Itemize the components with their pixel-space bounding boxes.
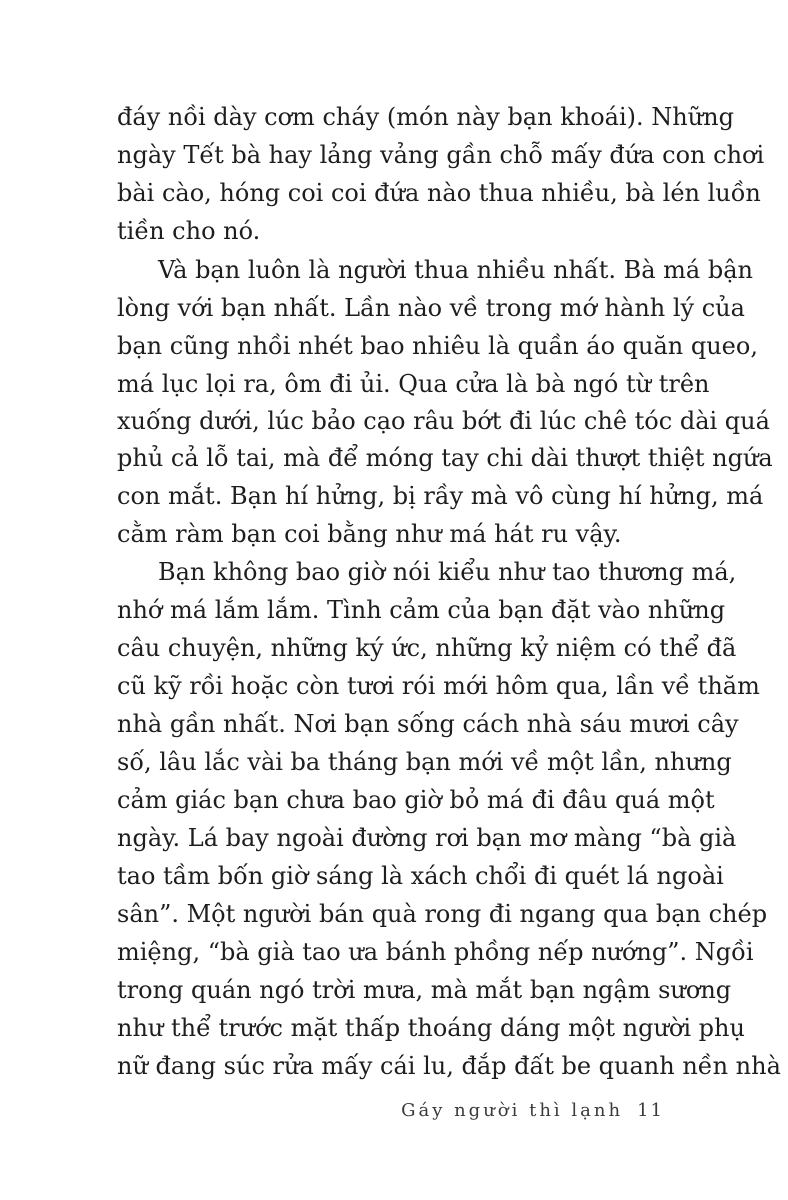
text-line: bạn cũng nhồi nhét bao nhiêu là quần áo quăn queo, <box>117 332 758 360</box>
text-line: trong quán ngó trời mưa, mà mắt bạn ngậm sương <box>117 976 732 1004</box>
text-line: tiền cho nó. <box>117 217 261 245</box>
text-line: phủ cả lỗ tai, mà để móng tay chi dài thượt thiệt ngứa <box>117 444 773 472</box>
text-line: nữ đang súc rửa mấy cái lu, đắp đất be quanh nền nhà <box>117 1052 781 1080</box>
text-line: cảm giác bạn chưa bao giờ bỏ má đi đâu quá một <box>117 786 715 814</box>
running-title: Gáy người thì lạnh <box>401 1100 624 1121</box>
text-line: nhớ má lắm lắm. Tình cảm của bạn đặt vào những <box>117 596 726 624</box>
text-line: cằm ràm bạn coi bằng như má hát ru vậy. <box>117 520 622 548</box>
text-line: má lục lọi ra, ôm đi ủi. Qua cửa là bà ngó từ trên <box>117 370 710 398</box>
text-line: ngày Tết bà hay lảng vảng gần chỗ mấy đứa con chơi <box>117 141 765 169</box>
text-line: miệng, “bà già tao ưa bánh phồng nếp nướng”. Ngồi <box>117 938 754 966</box>
text-line: ngày. Lá bay ngoài đường rơi bạn mơ màng “bà già <box>117 824 737 852</box>
text-line: số, lâu lắc vài ba tháng bạn mới về một lần, nhưng <box>117 748 732 776</box>
text-line: như thể trước mặt thấp thoáng dáng một người phụ <box>117 1014 745 1042</box>
text-line: tao tầm bốn giờ sáng là xách chổi đi quét lá ngoài <box>117 862 724 890</box>
text-line: nhà gần nhất. Nơi bạn sống cách nhà sáu mươi cây <box>117 710 739 738</box>
text-line: lòng với bạn nhất. Lần nào về trong mớ hành lý của <box>117 294 745 322</box>
text-line: đáy nồi dày cơm cháy (món này bạn khoái). Những <box>117 103 734 131</box>
text-line: câu chuyện, những ký ức, những kỷ niệm có thể đã <box>117 634 737 662</box>
text-line: Bạn không bao giờ nói kiểu như tao thương má, <box>158 558 737 586</box>
text-line: Và bạn luôn là người thua nhiều nhất. Bà má bận <box>158 256 753 284</box>
text-line: bài cào, hóng coi coi đứa nào thua nhiều, bà lén luồn <box>117 179 761 207</box>
page-number: 11 <box>637 1100 664 1121</box>
text-line: xuống dưới, lúc bảo cạo râu bớt đi lúc chê tóc dài quá <box>117 407 770 435</box>
text-line: sân”. Một người bán quà rong đi ngang qua bạn chép <box>117 900 768 928</box>
text-line: cũ kỹ rồi hoặc còn tươi rói mới hôm qua, lần về thăm <box>117 672 760 700</box>
text-line: con mắt. Bạn hí hửng, bị rầy mà vô cùng hí hửng, má <box>117 482 764 510</box>
page-footer <box>401 1100 664 1121</box>
